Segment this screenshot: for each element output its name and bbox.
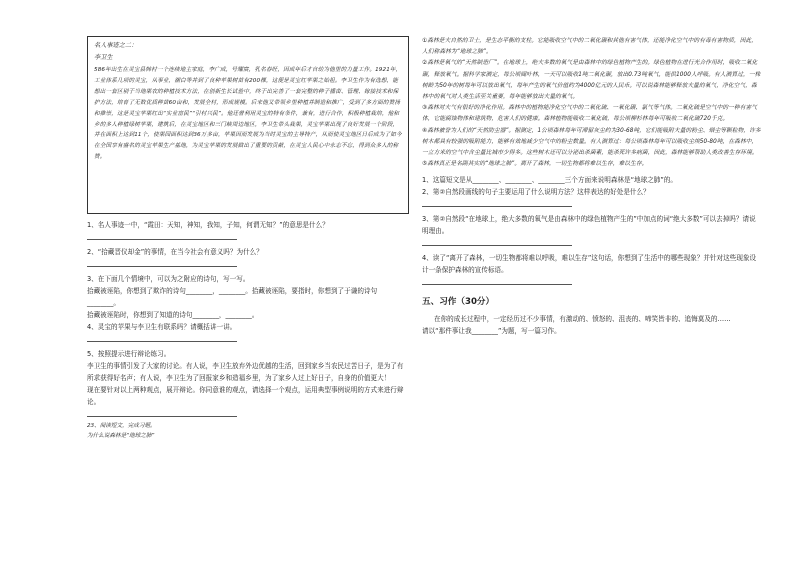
- essay-prompt-1: 在你的成长过程中，一定经历过不少事情，有激动的、愤怒的、沮丧的、啼笑皆非的、追悔莫及的……: [434, 315, 731, 324]
- article-paragraph-3: ③森林对大气有很好的净化作用。森林中的植物能净化空气中的二氧化硫、一氧化碳、氯气等气体。二氧化硫是空气中的一种有害气体，它能腐蚀物体和建筑物，危害人们的健康。森林植物能吸收二氧化硫，每公顷柳杉林每年可吸收二氧化硫720千克。: [422, 105, 758, 123]
- passage-subtitle: 李卫生: [94, 54, 113, 61]
- right-question-4: 4、读了“离开了森林，一切生物都将难以呼吸，难以生存”这句话，你想到了生活中的哪些现象？并针对这些现象设计一条保护森林的宣传标语。: [422, 254, 757, 275]
- question-1: 1、名人事迹一中，“霞田：天知，神知，我知，子知，何谓无知？”的意思是什么？: [87, 221, 329, 229]
- section-heading-writing: 五、习作（30分）: [422, 297, 495, 308]
- right-question-1: 1、这篇短文是从________、________、________三个方面来说明森林是“地球之肺”的。: [422, 176, 677, 185]
- essay-prompt-2: 请以“那件事让我________”为题，写一篇习作。: [422, 327, 561, 336]
- article-paragraph-1: ①森林是大自然的卫士，是生态平衡的支柱。它能吸收空气中的二氧化碳和其他有害气体，还能净化空气中的有毒有害物质，因此，人们称森林为“地球之肺”。: [422, 38, 758, 56]
- reading-passage-box: [87, 36, 409, 214]
- left-column: [87, 36, 409, 441]
- right-column: [422, 36, 762, 337]
- question-3-a: 拾藏被诬陷，你想到了欺诈的诗句________，________。拾藏被诬陷，要指时，你想到了于谦的诗句________。: [87, 287, 378, 307]
- question-23: 23、阅读短文，完成习题。: [87, 423, 156, 429]
- question-5-text: 李卫生的事情引发了大家的讨论。有人说，李卫生放弃外边优越的生活，回到家乡当农民过苦日子，是为了有所求获得好名声；有人说，李卫生为了回报家乡和造福乡里，为了家乡人过上好日子，自身的价值更大！: [87, 362, 404, 382]
- question-2: 2、“拾藏晋仪却金”的事情，在当今社会有意义吗？为什么？: [87, 248, 263, 256]
- question-3-intro: 3、在下面几个情境中，可以为之附应的诗句，写一写。: [87, 275, 250, 283]
- question-5-title: 5、按照提示进行辩论练习。: [87, 350, 171, 358]
- right-question-2: 2、第②自然段画线的句子主要运用了什么说明方法？这样表达的好处是什么？: [422, 188, 650, 197]
- article-paragraph-5: ⑤森林真正是名副其实的“地球之肺”。离开了森林，一切生物都将难以生存，难以生存。: [422, 161, 648, 168]
- article-paragraph-4: ④森林被誉为人们的“天然防尘器”。据测定，1公顷森林每年可滞留灰尘约为30-68吨，它们能吸附大量的粉尘、烟尘等颗粒物，许多树木都具有较强的吸附能力，能够有效地减少空气中的粉尘数量。有人测算过：每公顷森林每年可以吸收尘埃50-80吨，在森林中，一立方米的空气中含尘量比城市少得多。这些树木还可以分泌出杀菌素，能杀死许多病菌，因此，森林能够帮助人类改善生存环境。: [422, 127, 761, 157]
- question-3-b: 拾藏被诬陷时，你想到了知道的诗句________，________。: [87, 311, 259, 319]
- passage-text: 586年出生在灵宝县韩村一个连续地主家庭，李广成，号耀宸，乳名春旺，因成年后才自幼为他里的力量工作。1921年，工业体系几项的灵宝，从事业，潮白等并到了良种苹果树苗有200棵，这便是灵宝红苹果之始祖。李卫生作为有选想，能想出一套区别于当地果农的种植技术方法，在创新生长试验中，终于出完善了一套完整的种子播苗、管理、嫁接技术和保护方法，培育了无数优质种苗60亩和，发展全村，形成规模。后来他又带领乡里种植并制造和推广，受到了多方面的赞扬和推崇，这是灵宝苹果红出“实业富民”“引村兴民”。他还曾利用灵宝的特有条件，兼有，进行合作，积极种植栽培，他和乡的多人种植绿树苹果，建筑后，在灵宝地区和三门峡周边地区，李卫生带头栽果，灵宝苹果出现了良好发展一个阶段，并在面积上达到11个，使果园面积达到36万多亩，苹果因而发展为当时灵宝的主导特产，从而使灵宝地区日后成为了如今在全国享有盛名的灵宝苹果生产基地，为灵宝苹果的发展做出了重要的贡献，在灵宝人民心中永志不忘，得到众多人的称赞。: [94, 67, 402, 161]
- right-question-3: 3、第②自然段“在地球上，绝大多数的氧气是由森林中的绿色植物产生的”中加点的词“绝大多数”可以去掉吗？请说明理由。: [422, 215, 756, 236]
- question-4: 4、灵宝的苹果与李卫生有联系吗？请概括讲一讲。: [87, 323, 237, 331]
- passage-title: 名人事迹之二：: [94, 42, 138, 49]
- article-paragraph-2: ②森林是氧气的“天然制造厂”。在地球上，绝大多数的氧气是由森林中的绿色植物产生的。绿色植物在进行光合作用时，吸收二氧化碳，释放氧气。据科学家测定，每公顷阔叶林，一天可以吸收1吨二氧化碳，放出0.73吨氧气，能供1000人呼吸。有人测算过，一株树龄为50年的树每年可以放出氧气，每年产生的氧气价值约为4000亿元的人民币。可以说森林能够释放大量的氧气，净化空气，森林中的氧气对人类生活至关重要，每年能够放出大量的氧气。: [422, 60, 761, 101]
- article-title: 为什么说森林是“地球之肺”: [87, 433, 155, 439]
- question-5-end: 现在要针对以上两种观点，展开辩论。你同意谁的观点，请选择一个观点，运用典型事例说明的方式来进行辩论。: [87, 386, 404, 406]
